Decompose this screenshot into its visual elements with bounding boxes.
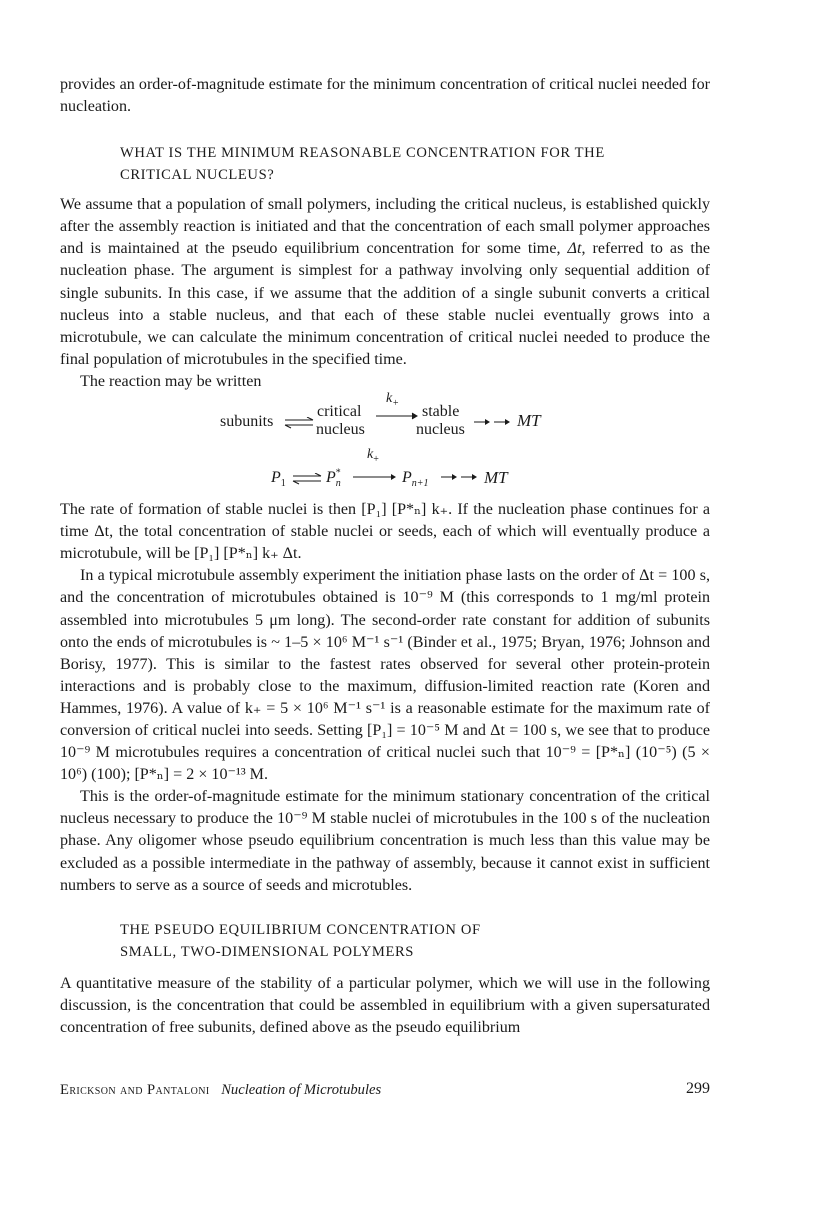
section-heading-minimum-concentration bbox=[120, 142, 710, 186]
paragraph-typical-experiment: In a typical microtubule assembly experiment the initiation phase lasts on the order of Δt = 100 s, and the concentration of microtubules obtained is 10⁻⁹ M (this corresponds to 1 mg/ml protein assembled into microtubules 5 μm long). The second-order rate constant for addition of subunits onto the ends of microtubules is ~ 1–5 × 10⁶ M⁻¹ s⁻¹ (Binder et al., 1975; Bryan, 1976; Johnson and Borisy, 1977). This is similar to the fastest rates observed for several other protein-protein interactions and is probably close to the maximum, diffusion-limited reaction rate (Koren and Hammes, 1976). A value of k₊ = 5 × 10⁶ M⁻¹ s⁻¹ is a reasonable estimate for the maximum rate of conversion of critical nuclei into seeds. Setting [P₁] = 10⁻⁵ M and Δt = 100 s, we see that to produce 10⁻⁹ M microtubules requires a concentration of critical nuclei such that 10⁻⁹ = [P*ₙ] (10⁻⁵) (5 × 10⁶) (100); [P*ₙ] = 2 × 10⁻¹³ M. bbox=[60, 567, 710, 784]
heading-2-line-1: THE PSEUDO EQUILIBRIUM CONCENTRATION OF bbox=[120, 921, 481, 938]
eq2-pn1-symbol: P bbox=[402, 469, 412, 487]
eq2-rate-constant bbox=[367, 447, 379, 463]
paragraph-order-of-magnitude: This is the order-of-magnitude estimate for the minimum stationary concentration of the critical nucleus necessary to produce the 10⁻⁹ M stable nuclei of microtubules in the 100 s of the nucleation phase. Any oligomer whose pseudo equilibrium concentration is much less than this value may be excluded as a possible intermediate in the pathway of assembly, because it cannot exist in sufficient numbers to serve as a source of seeds and microtubles. bbox=[60, 788, 710, 894]
eq1-nucleus-2: nucleus bbox=[416, 421, 465, 439]
paragraph-intro: provides an order-of-magnitude estimate for the minimum concentration of critical nuclei needed for nucleation. bbox=[60, 76, 710, 116]
footer-authors: Erickson and Pantaloni bbox=[60, 1082, 210, 1098]
eq2-rate-k: k bbox=[367, 447, 374, 463]
eq2-p1-symbol: P bbox=[271, 469, 281, 487]
eq2-pn1-sub: n+1 bbox=[411, 478, 429, 490]
heading-2-line-2: SMALL, TWO-DIMENSIONAL POLYMERS bbox=[120, 943, 415, 960]
eq1-product: MT bbox=[517, 411, 541, 431]
eq2-product: MT bbox=[484, 468, 508, 488]
heading-line-1: WHAT IS THE MINIMUM REASONABLE CONCENTRATION FOR THE bbox=[120, 145, 605, 162]
eq1-critical: critical bbox=[317, 403, 362, 421]
eq2-pn1 bbox=[402, 469, 429, 490]
eq1-subunits: subunits bbox=[220, 413, 274, 431]
paragraph-rate-formation: The rate of formation of stable nuclei is then [P₁] [P*ₙ] k₊. If the nucleation phase continues for a time Δt, the total concentration of stable nuclei or seeds, each of which will eventually produce a microtubule, will be [P₁] [P*ₙ] k₊ Δt. bbox=[60, 501, 710, 563]
equilibrium-arrow-icon bbox=[284, 417, 314, 429]
delta-t-symbol: Δt bbox=[567, 240, 582, 258]
page-footer bbox=[60, 1082, 710, 1099]
reaction-equation-symbols bbox=[60, 447, 710, 499]
growth-arrows-icon bbox=[474, 417, 514, 427]
page-number: 299 bbox=[686, 1080, 710, 1097]
equilibrium-arrow-2-icon bbox=[292, 473, 322, 485]
section-heading-pseudo-equilibrium bbox=[120, 919, 710, 963]
reaction-equation-words bbox=[60, 391, 710, 447]
paragraph-quantitative-measure: A quantitative measure of the stability of a particular polymer, which we will use in the following discussion, is the concentration that could be assembled in equilibrium with a given supersaturated concentration of free subunits, defined above as the pseudo equilibrium bbox=[60, 974, 710, 1036]
eq2-pn-star: * bbox=[335, 467, 341, 479]
forward-arrow-2-icon bbox=[353, 472, 397, 482]
page-body bbox=[60, 74, 710, 1039]
eq1-rate-constant bbox=[386, 391, 399, 407]
paragraph-assumption-part-b: , referred to as the nucleation phase. The argument is simplest for a pathway involving only sequential addition of single subunits. In this case, if we assume that the addition of a single subunit converts a critical nucleus into a stable nucleus, and that each of these stable nuclei eventually grows into a microtubule, we can calculate the minimum concentration of critical nuclei needed to produce the final population of microtubules in the specified time. bbox=[60, 240, 711, 368]
eq2-rate-sub: + bbox=[373, 453, 379, 465]
eq2-pn-sub: n bbox=[335, 478, 341, 490]
forward-arrow-icon bbox=[376, 411, 418, 421]
eq1-rate-sub: + bbox=[392, 397, 399, 409]
paragraph-reaction-intro: The reaction may be written bbox=[80, 372, 262, 390]
eq1-rate-k: k bbox=[386, 391, 393, 407]
eq1-stable: stable bbox=[422, 403, 460, 421]
eq1-nucleus: nucleus bbox=[316, 421, 365, 439]
eq2-p1-sub: 1 bbox=[280, 478, 286, 490]
eq2-p1 bbox=[271, 469, 286, 490]
eq2-pn bbox=[326, 467, 341, 490]
growth-arrows-2-icon bbox=[441, 472, 481, 482]
paragraph-assumption-part-a: We assume that a population of small polymers, including the critical nucleus, is established quickly after the assembly reaction is initiated and that the concentration of each small polymer approaches and is maintained at the pseudo equilibrium concentration for some time, bbox=[60, 196, 710, 258]
heading-line-2: CRITICAL NUCLEUS? bbox=[120, 167, 275, 184]
paragraph-assumption bbox=[60, 194, 710, 371]
eq2-pn-symbol: P bbox=[326, 469, 336, 487]
footer-article-title: Nucleation of Microtubules bbox=[221, 1082, 382, 1098]
